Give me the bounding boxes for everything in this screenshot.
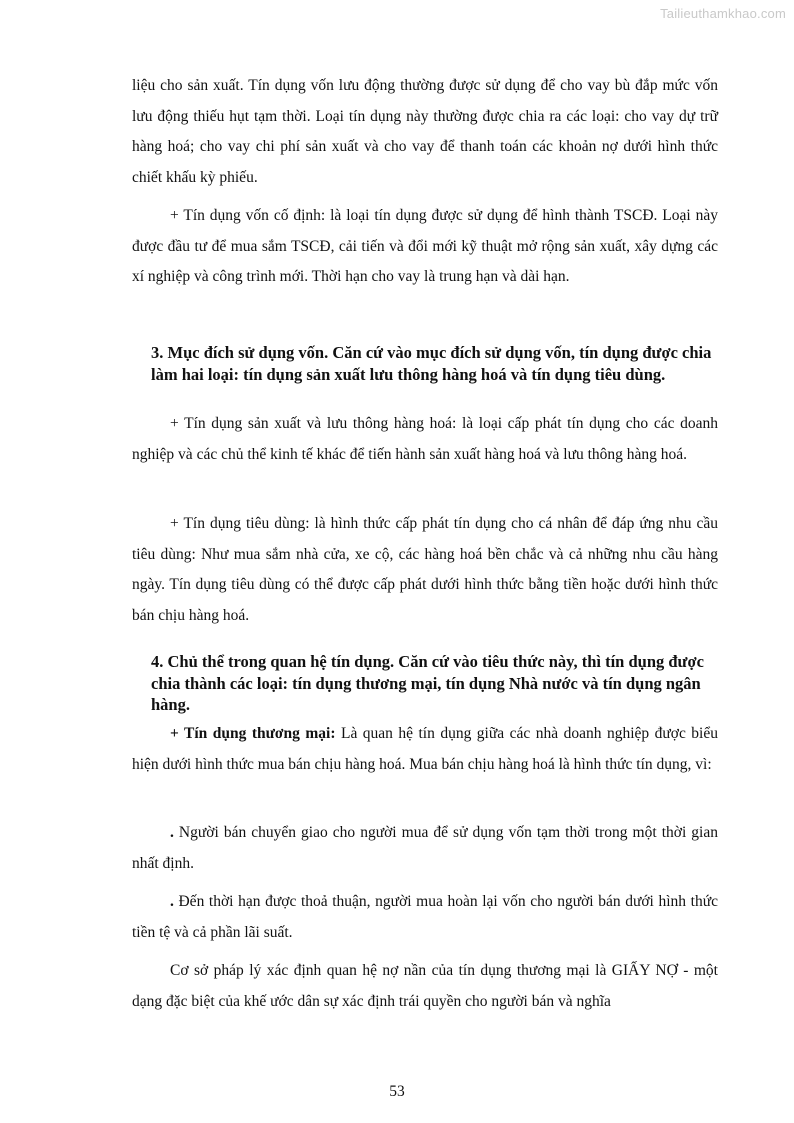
list-item	[132, 818, 718, 879]
paragraph-fixed-capital-credit: + Tín dụng vốn cố định: là loại tín dụng được sử dụng để hình thành TSCĐ. Loại này được đầu tư để mua sắm TSCĐ, cải tiến và đổi mới kỹ thuật mở rộng sản xuất, xây dựng các xí nghiệp và công trình mới. Thời hạn cho vay là trung hạn và dài hạn.	[132, 207, 718, 285]
bullet-mark: .	[170, 824, 174, 841]
watermark: Tailieuthamkhao.com	[660, 6, 786, 21]
bullet-mark: .	[170, 893, 174, 910]
page-number: 53	[389, 1083, 405, 1100]
commercial-credit-label: + Tín dụng thương mại:	[170, 725, 336, 742]
bullet-text: Người bán chuyển giao cho người mua để sử dụng vốn tạm thời trong một thời gian nhất định.	[132, 824, 718, 872]
heading-section-4: 4. Chủ thể trong quan hệ tín dụng. Căn cứ vào tiêu thức này, thì tín dụng được chia thành các loại: tín dụng thương mại, tín dụng Nhà nước và tín dụng ngân hàng.	[151, 652, 704, 714]
commercial-credit-text: Là quan hệ tín dụng giữa các nhà doanh nghiệp được biểu hiện dưới hình thức mua bán chịu hàng hoá. Mua bán chịu hàng hoá là hình thức tín dụng, vì:	[132, 725, 718, 773]
list-item	[132, 887, 718, 948]
paragraph-consumer-credit: + Tín dụng tiêu dùng: là hình thức cấp phát tín dụng cho cá nhân để đáp ứng nhu cầu tiêu dùng: Như mua sắm nhà cửa, xe cộ, các hàng hoá bền chắc và cả những nhu cầu hàng ngày. Tín dụng tiêu dùng có thể được cấp phát dưới hình thức bằng tiền hoặc dưới hình thức bán chịu hàng hoá.	[132, 515, 718, 624]
bullet-text: Đến thời hạn được thoả thuận, người mua hoàn lại vốn cho người bán dưới hình thức tiền tệ và cả phần lãi suất.	[132, 893, 718, 941]
paragraph-production-credit: + Tín dụng sản xuất và lưu thông hàng hoá: là loại cấp phát tín dụng cho các doanh nghiệp và các chủ thể kinh tế khác để tiến hành sản xuất hàng hoá và lưu thông hàng hoá.	[132, 415, 718, 463]
paragraph-legal-basis: Cơ sở pháp lý xác định quan hệ nợ nần của tín dụng thương mại là GIẤY NỢ - một dạng đặc biệt của khế ước dân sự xác định trái quyền cho người bán và nghĩa	[132, 962, 718, 1010]
heading-section-3: 3. Mục đích sử dụng vốn. Căn cứ vào mục đích sử dụng vốn, tín dụng được chia làm hai loại: tín dụng sản xuất lưu thông hàng hoá và tín dụng tiêu dùng.	[151, 343, 712, 384]
paragraph-working-capital: liệu cho sản xuất. Tín dụng vốn lưu động thường được sử dụng để cho vay bù đắp mức vốn lưu động thiếu hụt tạm thời. Loại tín dụng này thường được chia ra các loại: cho vay dự trữ hàng hoá; cho vay chi phí sản xuất và cho vay để thanh toán các khoản nợ dưới hình thức chiết khấu kỳ phiếu.	[132, 77, 718, 186]
paragraph-commercial-credit	[132, 719, 718, 780]
